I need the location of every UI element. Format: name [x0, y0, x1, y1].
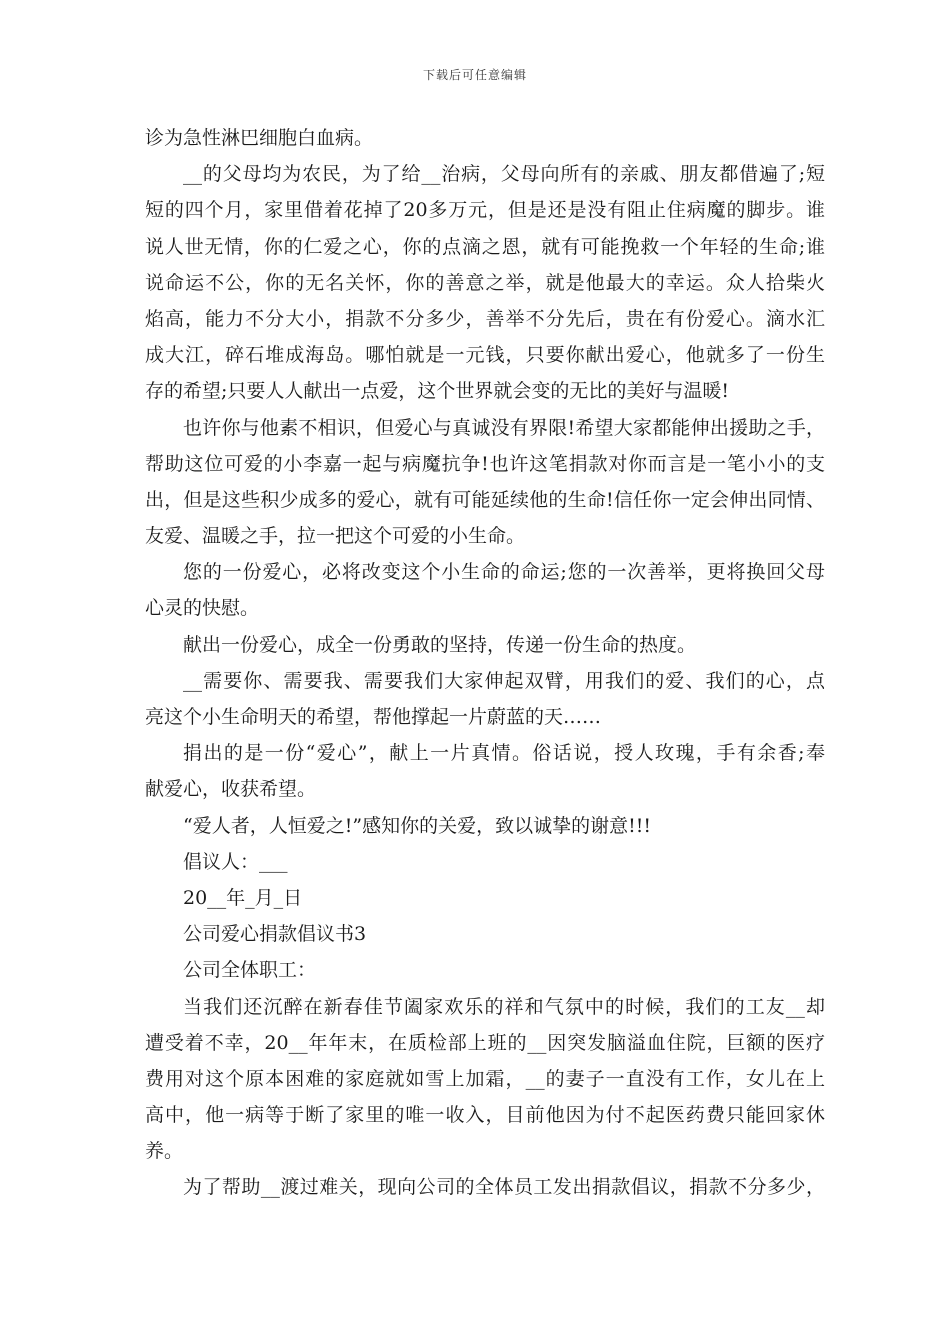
document-body [145, 120, 825, 1206]
text-line: 当我们还沉醉在新春佳节阖家欢乐的祥和气氛中的时候，我们的工友__却 [183, 995, 825, 1018]
text-line: 友爱、温暖之手，拉一把这个可爱的小生命。 [145, 525, 526, 548]
text-line: 焰高，能力不分大小，捐款不分多少，善举不分先后，贵在有份爱心。滴水汇 [145, 307, 825, 330]
text-line: 出，但是这些积少成多的爱心，就有可能延续他的生命!信任你一定会伸出同情、 [145, 488, 825, 511]
text-line: 也许你与他素不相识，但爱心与真诚没有界限!希望大家都能伸出援助之手， [183, 416, 825, 439]
text-line: 您的一份爱心，必将改变这个小生命的命运;您的一次善举，更将换回父母 [183, 561, 825, 584]
text-line: 公司全体职工： [183, 959, 317, 982]
text-line: 高中，他一病等于断了家里的唯一收入，目前他因为付不起医药费只能回家休 [145, 1104, 825, 1127]
text-line: 倡议人：___ [183, 850, 288, 873]
text-line: 成大江，碎石堆成海岛。哪怕就是一元钱，只要你献出爱心，他就多了一份生 [145, 344, 825, 367]
text-line: 心灵的快慰。 [145, 597, 260, 620]
text-line: 献爱心，收获希望。 [145, 778, 317, 801]
text-line: 公司爱心捐款倡议书3 [183, 923, 367, 946]
text-line: 短的四个月，家里借着花掉了20多万元，但是还是没有阻止住病魔的脚步。谁 [145, 199, 825, 222]
text-line: 帮助这位可爱的小李嘉一起与病魔抗争!也许这笔捐款对你而言是一笔小小的支 [145, 452, 825, 475]
text-line: 为了帮助__渡过难关，现向公司的全体员工发出捐款倡议，捐款不分多少， [183, 1176, 825, 1199]
text-line: __需要你、需要我、需要我们大家伸起双臂，用我们的爱、我们的心，点 [183, 669, 825, 692]
text-line: 亮这个小生命明天的希望，帮他撑起一片蔚蓝的天…… [145, 706, 602, 728]
text-line: 20__年_月_日 [183, 886, 303, 909]
text-line: “爱人者，人恒爱之!”感知你的关爱，致以诚挚的谢意!!! [183, 814, 651, 837]
page-header: 下载后可任意编辑 [422, 68, 527, 82]
text-line: 捐出的是一份“爱心”，献上一片真情。俗话说，授人玫瑰，手有余香;奉 [183, 742, 825, 765]
text-line: 养。 [145, 1140, 184, 1163]
text-line: 费用对这个原本困难的家庭就如雪上加霜，__的妻子一直没有工作，女儿在上 [145, 1067, 825, 1090]
text-line: 诊为急性淋巴细胞白血病。 [145, 127, 374, 149]
text-line: __的父母均为农民，为了给__治病，父母向所有的亲戚、朋友都借遍了;短 [183, 163, 825, 186]
text-line: 献出一份爱心，成全一份勇敢的坚持，传递一份生命的热度。 [183, 633, 697, 656]
text-line: 说人世无情，你的仁爱之心，你的点滴之恩，就有可能挽救一个年轻的生命;谁 [145, 235, 825, 258]
text-line: 遭受着不幸，20__年年末，在质检部上班的__因突发脑溢血住院，巨额的医疗 [145, 1031, 825, 1054]
text-line: 说命运不公，你的无名关怀，你的善意之举，就是他最大的幸运。众人拾柴火 [145, 271, 825, 294]
text-line: 存的希望;只要人人献出一点爱，这个世界就会变的无比的美好与温暖! [145, 380, 730, 403]
